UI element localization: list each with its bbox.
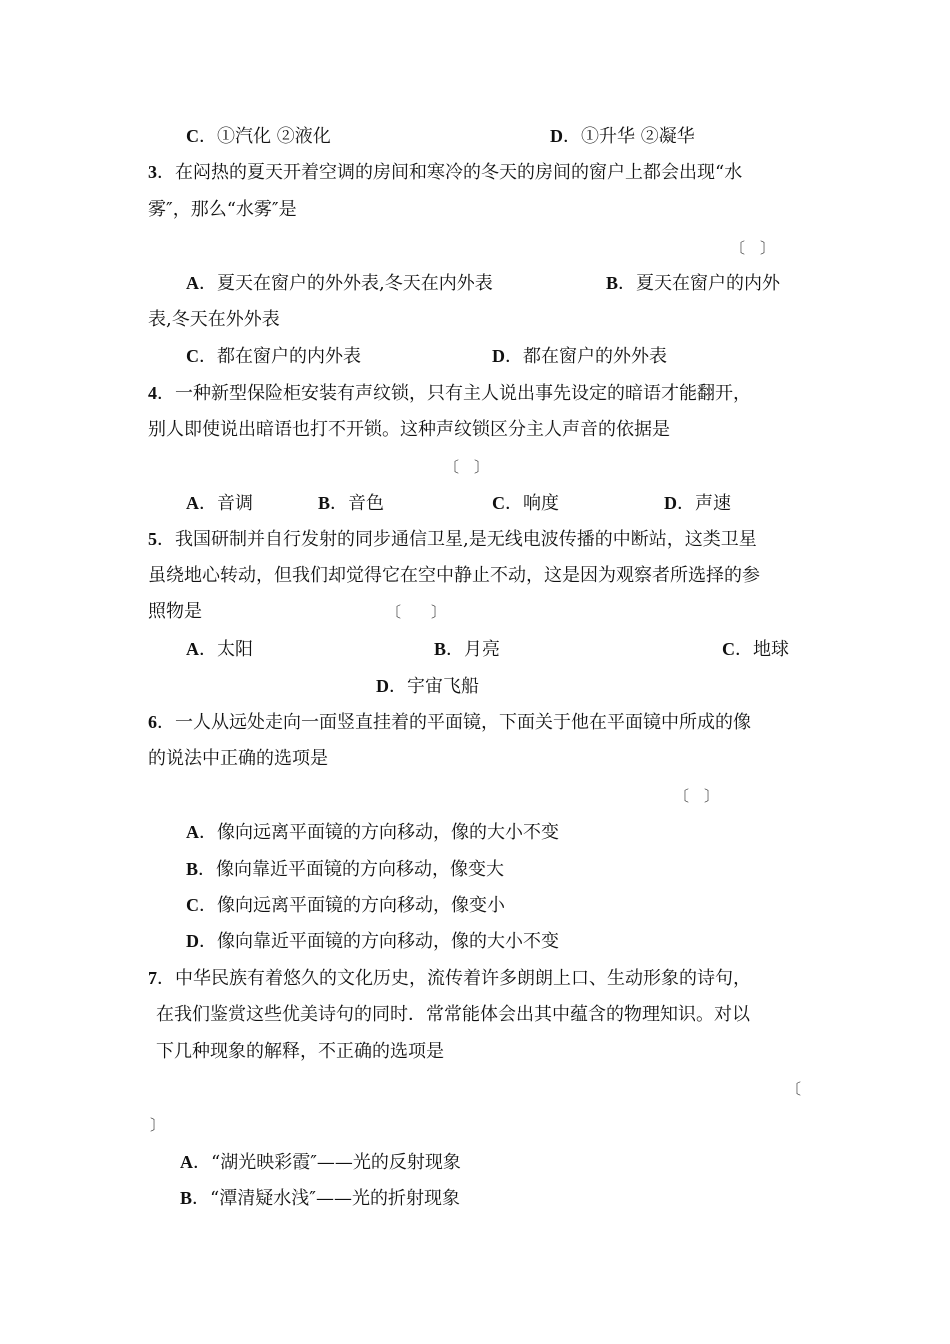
q6-stem-line1 (148, 710, 751, 734)
option-text: 表,冬天在外外表 (148, 309, 280, 330)
option-text: ．声速 (677, 493, 731, 514)
q7-option-b (180, 1186, 460, 1210)
q6-option-d (186, 929, 559, 953)
q2-option-c (186, 124, 331, 148)
option-letter: B (180, 1188, 193, 1208)
q7-answer-bracket-open: 〔 (786, 1080, 802, 1098)
option-text: ．都在窗户的内外表 (199, 346, 361, 367)
question-text: 雾″，那么“水雾″是 (148, 199, 297, 220)
q6-option-a (186, 820, 559, 844)
question-text: ．中华民族有着悠久的文化历史，流传着许多朗朗上口、生动形象的诗句， (157, 968, 751, 989)
option-text: ．都在窗户的外外表 (505, 346, 667, 367)
q5-option-c (722, 637, 789, 661)
option-letter: C (722, 639, 735, 659)
option-letter: B (186, 859, 199, 879)
question-number: 5 (148, 529, 157, 549)
option-letter: C (492, 493, 505, 513)
q7-option-a (180, 1150, 461, 1174)
question-text: ．一种新型保险柜安装有声纹锁，只有主人说出事先设定的暗语才能翻开， (157, 383, 751, 404)
q2-option-d (550, 124, 695, 148)
option-letter: C (186, 895, 199, 915)
question-text: ．在闷热的夏天开着空调的房间和寒冷的冬天的房间的窗户上都会出现“水 (157, 162, 743, 183)
option-letter: A (180, 1152, 193, 1172)
q3-answer-bracket: 〔 〕 (730, 239, 776, 257)
option-text: ．月亮 (446, 639, 501, 660)
option-text: ．像向远离平面镜的方向移动，像的大小不变 (199, 822, 559, 843)
option-letter: A (186, 822, 199, 842)
q3-option-d (492, 344, 667, 368)
option-text: ．像向靠近平面镜的方向移动，像变大 (198, 859, 505, 880)
q4-option-d (664, 491, 731, 515)
q5-option-d (376, 674, 479, 698)
q3-option-c (186, 344, 361, 368)
option-letter: D (186, 931, 199, 951)
q5-stem-line2 (148, 564, 760, 588)
option-letter: A (186, 639, 199, 659)
question-number: 3 (148, 162, 157, 182)
option-letter: B (606, 273, 619, 293)
q3-option-b-continued (148, 308, 280, 332)
q5-stem-line1 (148, 527, 757, 551)
option-text: ．“潭清疑水浅″——光的折射现象 (192, 1188, 460, 1209)
question-text: 下几种现象的解释，不正确的选项是 (156, 1041, 444, 1062)
q4-stem-line2 (148, 418, 670, 442)
option-text: ．①升华 ②凝华 (563, 126, 695, 147)
option-letter: A (186, 273, 199, 293)
option-text: ．像向远离平面镜的方向移动，像变小 (199, 895, 505, 916)
q3-stem-line1 (148, 160, 742, 184)
option-letter: B (434, 639, 447, 659)
q7-stem-line1 (148, 966, 751, 990)
q5-stem-line3 (148, 600, 202, 624)
option-letter: B (318, 493, 331, 513)
option-text: ．夏天在窗户的内外 (618, 273, 781, 294)
question-text: 在我们鉴赏这些优美诗句的同时．常常能体会出其中蕴含的物理知识。对以 (156, 1004, 750, 1025)
q3-option-a (186, 271, 493, 295)
option-text: ．宇宙飞船 (389, 676, 479, 697)
option-letter: D (664, 493, 677, 513)
question-number: 4 (148, 383, 157, 403)
option-text: ．“湖光映彩霞″——光的反射现象 (193, 1152, 461, 1173)
q4-option-c (492, 491, 559, 515)
option-letter: D (376, 676, 389, 696)
q4-option-b (318, 491, 384, 515)
option-text: ．音色 (330, 493, 385, 514)
question-text: ．我国研制并自行发射的同步通信卫星,是无线电波传播的中断站，这类卫星 (157, 529, 757, 550)
q6-option-b (186, 857, 504, 881)
q5-option-b (434, 637, 500, 661)
q4-stem-line1 (148, 381, 751, 405)
option-letter: D (550, 126, 563, 146)
q5-option-a (186, 637, 253, 661)
q6-stem-line2 (148, 747, 328, 771)
q6-answer-bracket: 〔 〕 (674, 787, 720, 805)
question-text: 虽绕地心转动，但我们却觉得它在空中静止不动，这是因为观察者所选择的参 (148, 565, 760, 586)
option-letter: C (186, 126, 199, 146)
option-text: ．像向靠近平面镜的方向移动，像的大小不变 (199, 931, 559, 952)
option-text: ．夏天在窗户的外外表,冬天在内外表 (199, 273, 493, 294)
option-text: ．地球 (735, 639, 789, 660)
option-text: ．①汽化 ②液化 (199, 126, 331, 147)
q5-answer-bracket: 〔 〕 (386, 603, 447, 621)
q3-stem-line2 (148, 198, 297, 222)
q6-option-c (186, 893, 505, 917)
q4-answer-bracket: 〔 〕 (444, 458, 490, 476)
q7-answer-bracket-close: 〕 (150, 1116, 166, 1134)
question-number: 7 (148, 968, 157, 988)
option-letter: A (186, 493, 199, 513)
question-text: 的说法中正确的选项是 (148, 748, 328, 769)
option-text: ．太阳 (199, 639, 253, 660)
option-letter: C (186, 346, 199, 366)
question-text: ．一人从远处走向一面竖直挂着的平面镜，下面关于他在平面镜中所成的像 (157, 712, 751, 733)
q7-stem-line3 (156, 1040, 444, 1064)
option-letter: D (492, 346, 505, 366)
option-text: ．音调 (199, 493, 253, 514)
option-text: ．响度 (505, 493, 559, 514)
question-text: 照物是 (148, 601, 202, 622)
question-text: 别人即使说出暗语也打不开锁。这种声纹锁区分主人声音的依据是 (148, 419, 670, 440)
q3-option-b (606, 271, 780, 295)
question-number: 6 (148, 712, 157, 732)
q4-option-a (186, 491, 253, 515)
q7-stem-line2 (156, 1003, 750, 1027)
